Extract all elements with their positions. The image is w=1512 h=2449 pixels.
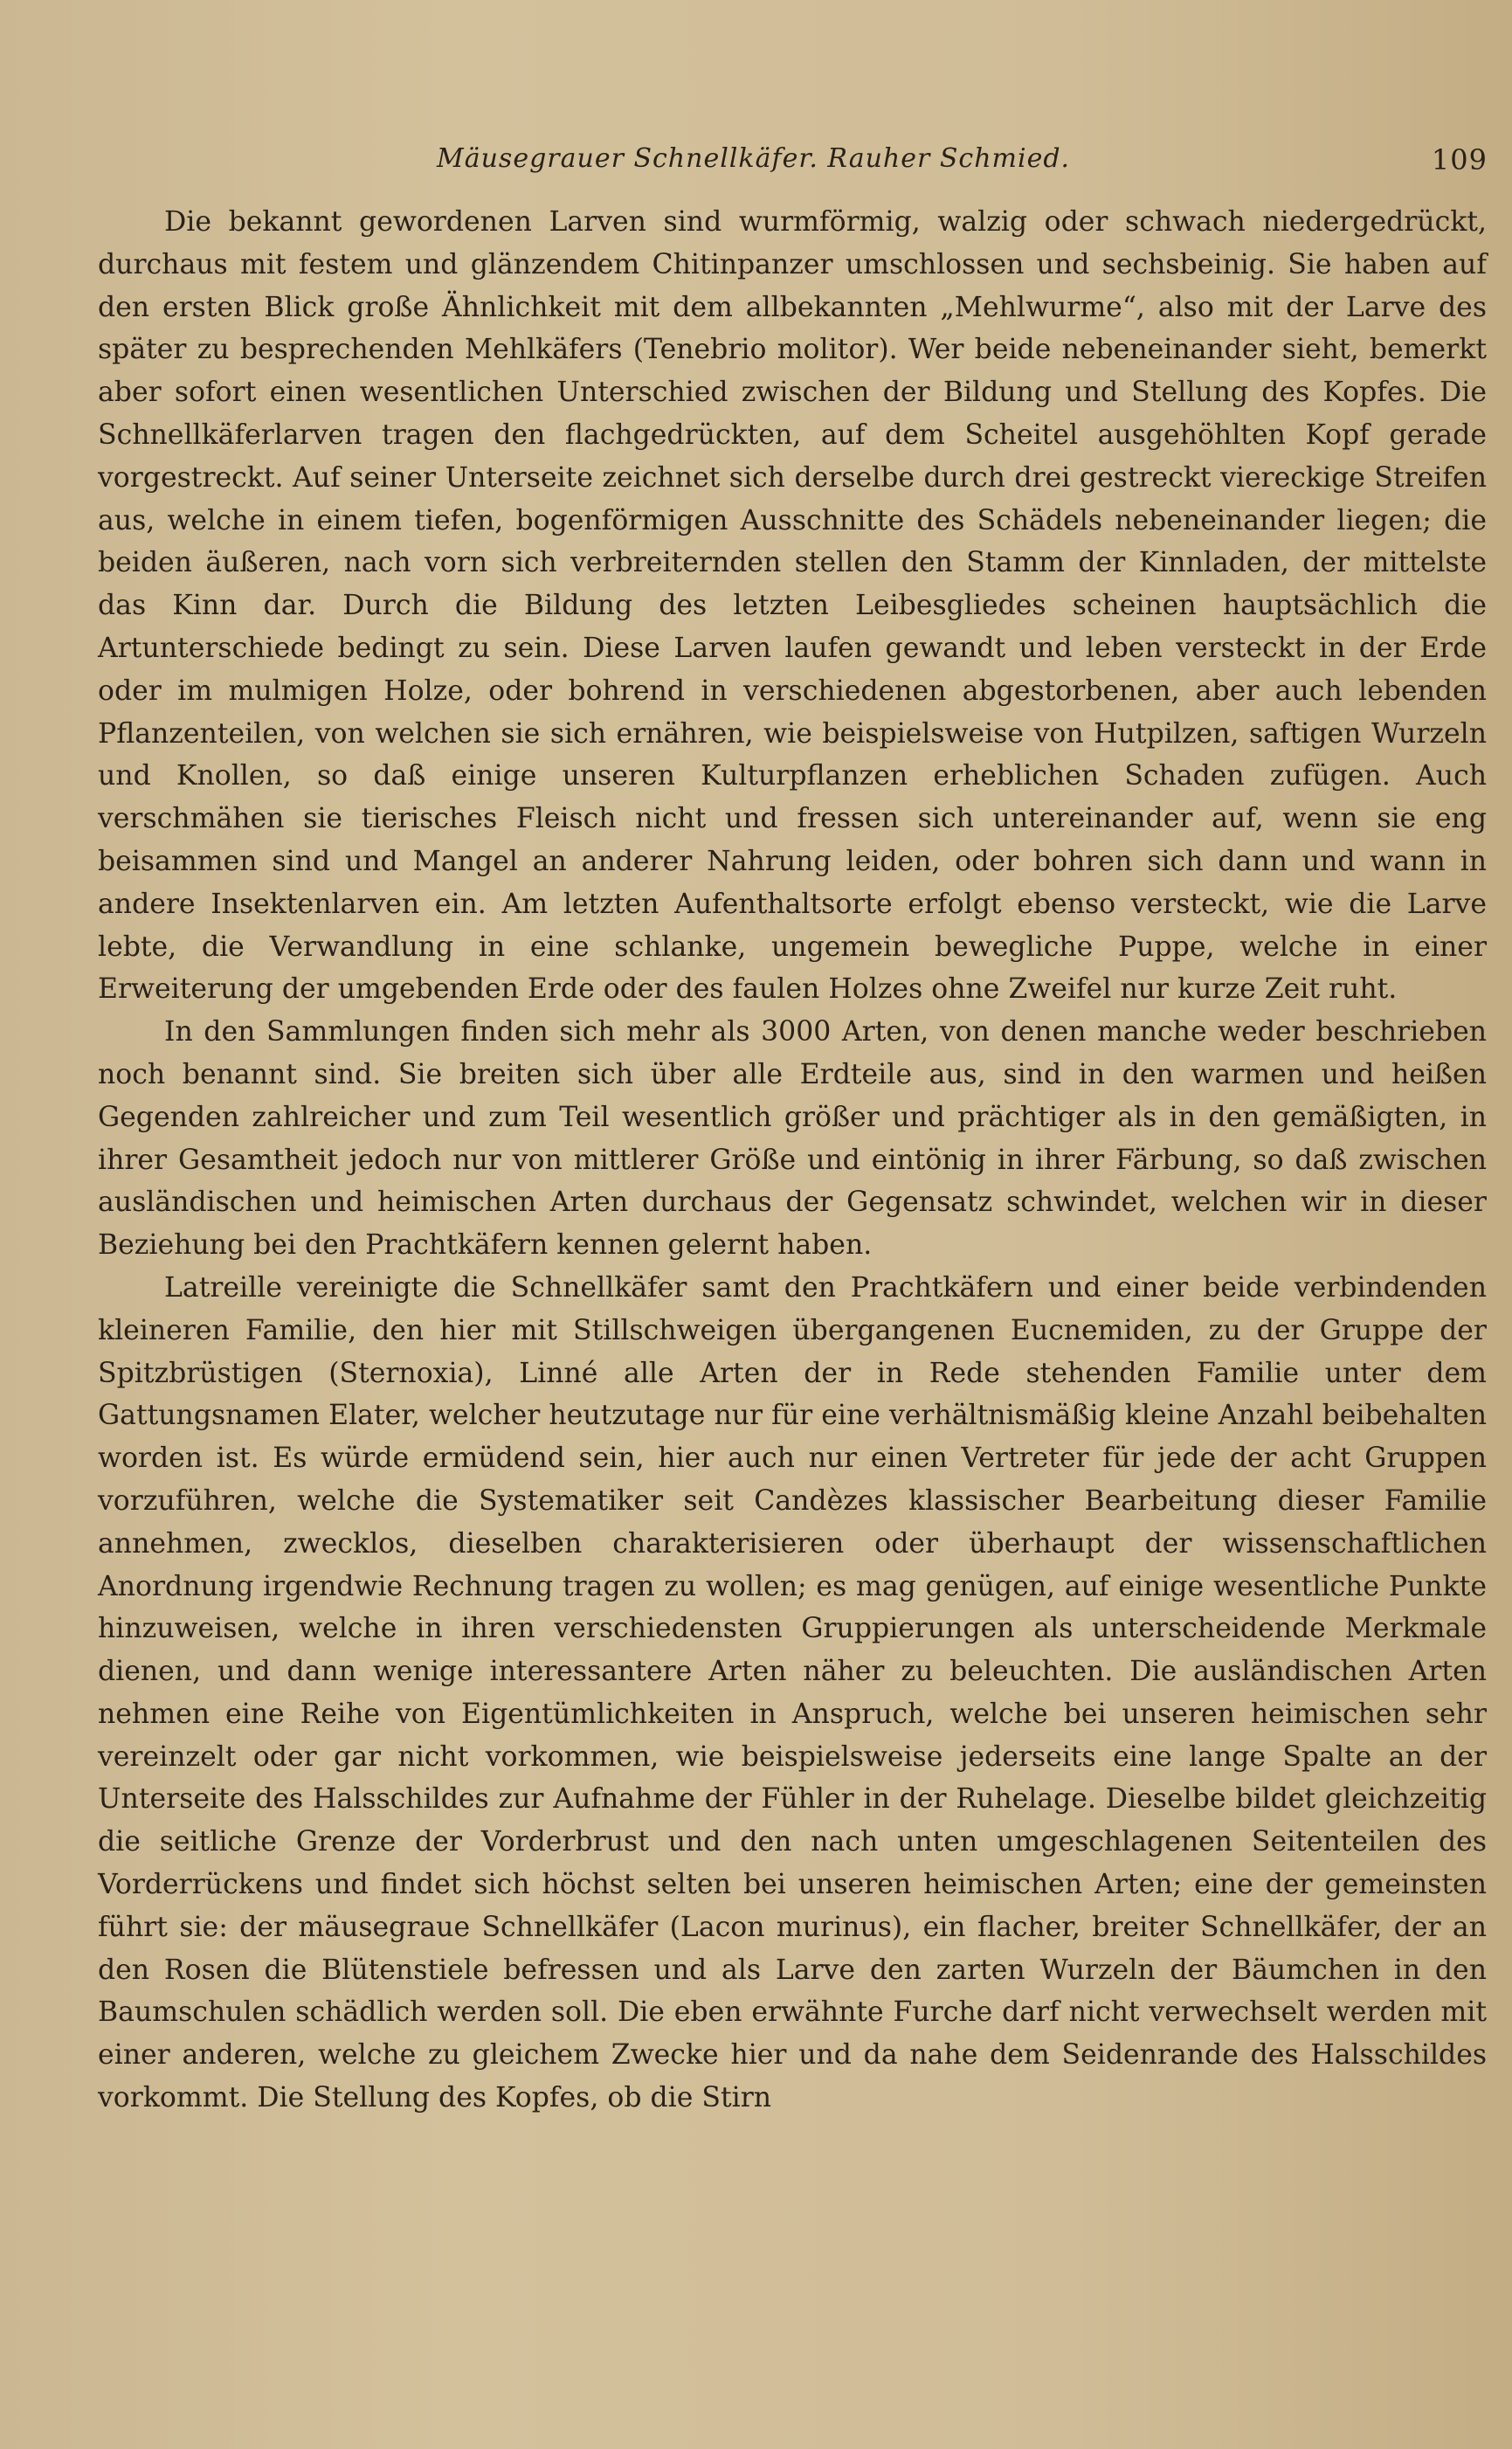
paragraph-collections: In den Sammlungen finden sich mehr als 3000 Arten, von denen manche weder beschrieben noch benannt sind. Sie breiten sich über alle Erdteile aus, sind in den warmen und heißen Gegenden zahlreicher und zum Teil wesentlich größer und prächtiger als in den gemäßigten, in ihrer Gesamtheit jedoch nur von mittlerer Größe und eintönig in ihrer Färbung, so daß zwischen ausländischen und heimischen Arten durchaus der Gegensatz schwindet, welchen wir in dieser Beziehung bei den Prachtkäfern kennen gelernt haben. (98, 1016, 1487, 1262)
running-title: Mäusegrauer Schnellkäfer. Rauher Schmied. (437, 143, 1071, 174)
paragraph-classification: Latreille vereinigte die Schnellkäfer samt den Prachtkäfern und einer beide verbindenden kleineren Familie, den hier mit Stillschweigen übergangenen Eucnemiden, zu der Gruppe der Spitzbrüstigen (Sternoxia), Linné alle Arten der in Rede stehenden Familie unter dem Gattungsnamen Elater, welcher heutzutage nur für eine verhältnismäßig kleine Anzahl beibehalten worden ist. Es würde ermüdend sein, hier auch nur einen Vertreter für jede der acht Gruppen vorzuführen, welche die Systematiker seit Candèzes klassischer Bearbeitung dieser Familie annehmen, zwecklos, dieselben charakterisieren oder überhaupt der wissenschaftlichen Anordnung irgendwie Rechnung tragen zu wollen; es mag genügen, auf einige wesentliche Punkte hinzuweisen, welche in ihren verschiedensten Gruppierungen als unterscheidende Merkmale dienen, und dann wenige interessantere Arten näher zu beleuchten. Die ausländischen Arten nehmen eine Reihe von Eigentümlichkeiten in Anspruch, welche bei unseren heimischen sehr vereinzelt oder gar nicht vorkommen, wie beispielsweise jederseits eine lange Spalte an der Unterseite des Halsschildes zur Aufnahme der Fühler in der Ruhelage. Dieselbe bildet gleichzeitig die seitliche Grenze der Vorderbrust und den nach unten umgeschlagenen Seitenteilen des Vorderrückens und findet sich höchst selten bei unseren heimischen Arten; eine der gemeinsten führt sie: der mäusegraue Schnellkäfer (Lacon murinus), ein flacher, breiter Schnellkäfer, der an den Rosen die Blütenstiele befressen und als Larve den zarten Wurzeln der Bäumchen in den Baumschulen schädlich werden soll. Die eben erwähnte Furche darf nicht verwechselt werden mit einer anderen, welche zu gleichem Zwecke hier und da nahe dem Seidenrande des Halsschildes vorkommt. Die Stellung des Kopfes, ob die Stirn (98, 1271, 1487, 2114)
page-number: 109 (1431, 143, 1488, 176)
body-text (98, 201, 1487, 2120)
running-header (98, 131, 1488, 180)
paragraph-larvae: Die bekannt gewordenen Larven sind wurmförmig, walzig oder schwach niedergedrückt, durchaus mit festem und glänzendem Chitinpanzer umschlossen und sechsbeinig. Sie haben auf den ersten Blick große Ähnlichkeit mit dem allbekannten „Mehlwurme“, also mit der Larve des später zu besprechenden Mehlkäfers (Tenebrio molitor). Wer beide nebeneinander sieht, bemerkt aber sofort einen wesentlichen Unterschied zwischen der Bildung und Stellung des Kopfes. Die Schnellkäferlarven tragen den flachgedrückten, auf dem Scheitel ausgehöhlten Kopf gerade vorgestreckt. Auf seiner Unterseite zeichnet sich derselbe durch drei gestreckt viereckige Streifen aus, welche in einem tiefen, bogenförmigen Ausschnitte des Schädels nebeneinander liegen; die beiden äußeren, nach vorn sich verbreiternden stellen den Stamm der Kinnladen, der mittelste das Kinn dar. Durch die Bildung des letzten Leibesgliedes scheinen hauptsächlich die Artunterschiede bedingt zu sein. Diese Larven laufen gewandt und leben versteckt in der Erde oder im mulmigen Holze, oder bohrend in verschiedenen abgestorbenen, aber auch lebenden Pflanzenteilen, von welchen sie sich ernähren, wie beispielsweise von Hutpilzen, saftigen Wurzeln und Knollen, so daß einige unseren Kulturpflanzen erheblichen Schaden zufügen. Auch verschmähen sie tierisches Fleisch nicht und fressen sich untereinander auf, wenn sie eng beisammen sind und Mangel an anderer Nahrung leiden, oder bohren sich dann und wann in andere Insektenlarven ein. Am letzten Aufenthaltsorte erfolgt ebenso versteckt, wie die Larve lebte, die Verwandlung in eine schlanke, ungemein bewegliche Puppe, welche in einer Erweiterung der umgebenden Erde oder des faulen Holzes ohne Zweifel nur kurze Zeit ruht. (98, 206, 1487, 1006)
